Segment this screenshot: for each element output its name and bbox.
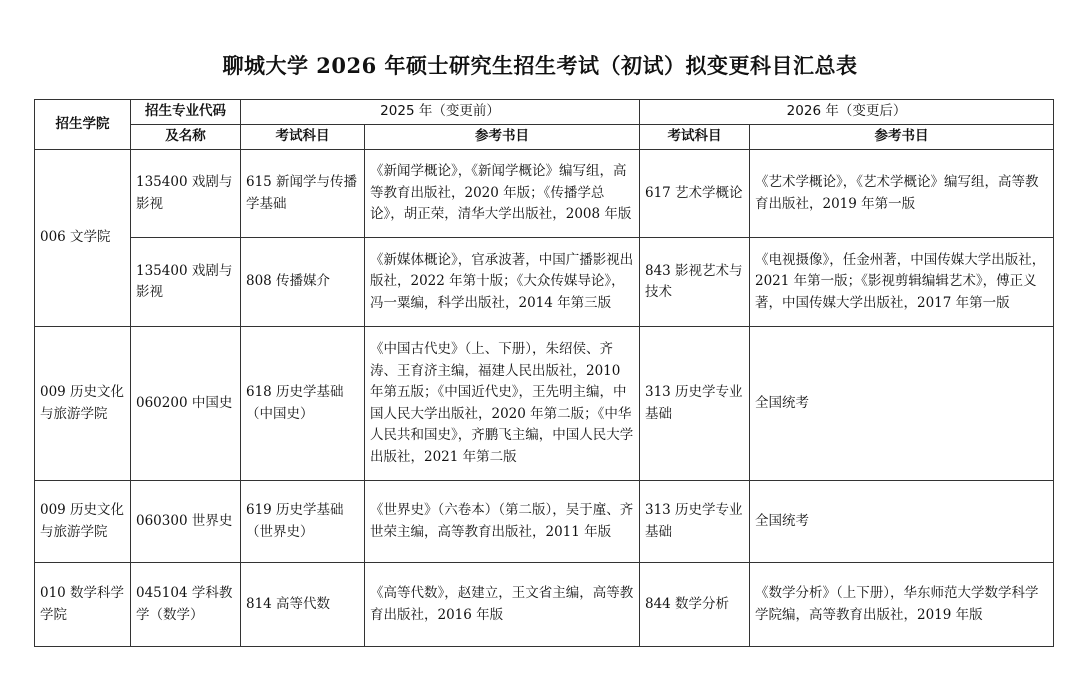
header-books-2026: 参考书目 xyxy=(750,125,1054,150)
header-subject-2025: 考试科目 xyxy=(241,125,365,150)
header-major-line2: 及名称 xyxy=(131,125,241,150)
header-year-2025: 2025 年（变更前） xyxy=(241,100,640,125)
subject-2026-cell: 313 历史学专业基础 xyxy=(640,481,750,563)
table-row xyxy=(35,327,1054,481)
college-cell: 006 文学院 xyxy=(35,150,131,327)
header-row-1 xyxy=(35,100,1054,125)
books-2025-cell: 《新媒体概论》，官承波著，中国广播影视出版社，2022 年第十版；《大众传媒导论》，冯一粟编，科学出版社，2014 年第三版 xyxy=(365,238,640,327)
table-row xyxy=(35,150,1054,238)
books-2025-cell: 《中国古代史》（上、下册），朱绍侯、齐涛、王育济主编，福建人民出版社，2010 年第五版；《中国近代史》，王先明主编，中国人民大学出版社，2020 年第二版；《中华人民共和国史》，齐鹏飞主编，中国人民大学出版社，2021 年第二版 xyxy=(365,327,640,481)
subject-2025-cell: 615 新闻学与传播学基础 xyxy=(241,150,365,238)
subject-2026-cell: 844 数学分析 xyxy=(640,563,750,647)
header-major-line1: 招生专业代码 xyxy=(131,100,241,125)
major-cell: 060200 中国史 xyxy=(131,327,241,481)
books-2025-cell: 《新闻学概论》，《新闻学概论》编写组，高等教育出版社，2020 年版；《传播学总论》，胡正荣，清华大学出版社，2008 年版 xyxy=(365,150,640,238)
header-year-2026: 2026 年（变更后） xyxy=(640,100,1054,125)
books-2026-cell: 全国统考 xyxy=(750,481,1054,563)
subject-2025-cell: 808 传播媒介 xyxy=(241,238,365,327)
subject-2025-cell: 814 高等代数 xyxy=(241,563,365,647)
page-title: 聊城大学 2026 年硕士研究生招生考试（初试）拟变更科目汇总表 xyxy=(222,53,858,78)
books-2025-cell: 《高等代数》，赵建立，王文省主编，高等教育出版社，2016 年版 xyxy=(365,563,640,647)
table-row xyxy=(35,238,1054,327)
major-cell: 135400 戏剧与影视 xyxy=(131,150,241,238)
major-cell: 060300 世界史 xyxy=(131,481,241,563)
books-2026-cell: 全国统考 xyxy=(750,327,1054,481)
subject-2026-cell: 617 艺术学概论 xyxy=(640,150,750,238)
books-2026-cell: 《艺术学概论》，《艺术学概论》编写组，高等教育出版社，2019 年第一版 xyxy=(750,150,1054,238)
subject-2025-cell: 618 历史学基础（中国史） xyxy=(241,327,365,481)
books-2026-cell: 《数学分析》（上下册），华东师范大学数学科学学院编，高等教育出版社，2019 年版 xyxy=(750,563,1054,647)
table-row xyxy=(35,481,1054,563)
subject-2026-cell: 313 历史学专业基础 xyxy=(640,327,750,481)
subject-2026-cell: 843 影视艺术与技术 xyxy=(640,238,750,327)
header-subject-2026: 考试科目 xyxy=(640,125,750,150)
header-books-2025: 参考书目 xyxy=(365,125,640,150)
subject-2025-cell: 619 历史学基础（世界史） xyxy=(241,481,365,563)
major-cell: 045104 学科教学（数学） xyxy=(131,563,241,647)
books-2025-cell: 《世界史》（六卷本）（第二版），吴于廑、齐世荣主编，高等教育出版社，2011 年版 xyxy=(365,481,640,563)
major-cell: 135400 戏剧与影视 xyxy=(131,238,241,327)
books-2026-cell: 《电视摄像》，任金州著，中国传媒大学出版社，2021 年第一版；《影视剪辑编辑艺术》，傅正义著，中国传媒大学出版社，2017 年第一版 xyxy=(750,238,1054,327)
college-cell: 010 数学科学学院 xyxy=(35,563,131,647)
subject-change-table xyxy=(34,99,1054,647)
table-row xyxy=(35,563,1054,647)
college-cell: 009 历史文化与旅游学院 xyxy=(35,327,131,481)
header-row-2 xyxy=(35,125,1054,150)
header-college: 招生学院 xyxy=(35,100,131,150)
college-cell: 009 历史文化与旅游学院 xyxy=(35,481,131,563)
